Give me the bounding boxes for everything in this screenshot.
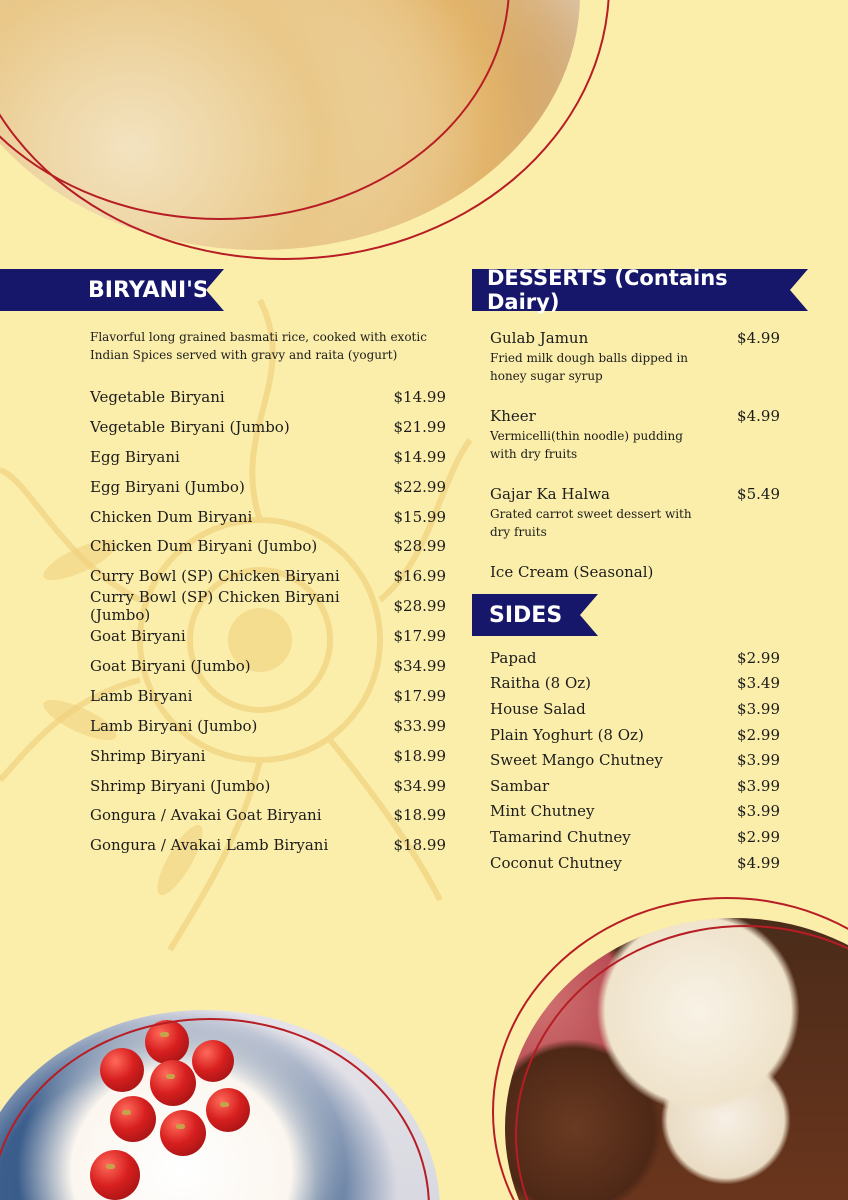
menu-item <box>90 741 446 771</box>
menu-item-price: $34.99 <box>393 656 446 675</box>
menu-item-name: Ice Cream (Seasonal) <box>490 563 654 581</box>
menu-item-price: $5.49 <box>737 485 780 503</box>
menu-item <box>490 696 780 722</box>
menu-item-price: $3.99 <box>737 699 780 718</box>
menu-item-name: Vegetable Biryani <box>90 387 225 406</box>
menu-item-price: $4.99 <box>737 407 780 425</box>
menu-item <box>90 771 446 801</box>
menu-item <box>490 405 780 465</box>
menu-item-price: $18.99 <box>393 836 446 855</box>
menu-item-price: $34.99 <box>393 776 446 795</box>
menu-item-name: Gulab Jamun <box>490 329 589 347</box>
menu-item-price: $2.99 <box>737 648 780 667</box>
menu-item-price: $28.99 <box>393 537 446 556</box>
menu-item-name: Tamarind Chutney <box>490 827 631 846</box>
desserts-section-banner <box>472 266 790 314</box>
menu-item-price: $22.99 <box>393 477 446 496</box>
menu-item <box>490 722 780 748</box>
menu-item <box>90 800 446 830</box>
menu-item-name: Vegetable Biryani (Jumbo) <box>90 417 290 436</box>
menu-item-name: Shrimp Biryani (Jumbo) <box>90 776 271 795</box>
menu-item-name: Sambar <box>490 776 550 795</box>
menu-item <box>490 327 780 387</box>
menu-item-description: Grated carrot sweet dessert with dry fruits <box>490 507 692 539</box>
sides-section-title: SIDES <box>489 602 563 628</box>
menu-item <box>490 561 780 583</box>
menu-item-name: Plain Yoghurt (8 Oz) <box>490 725 644 744</box>
menu-item-price: $14.99 <box>393 447 446 466</box>
biryani-menu-list <box>90 382 446 860</box>
biryani-description: Flavorful long grained basmati rice, cooked with exotic Indian Spices served with gravy and raita (yogurt) <box>90 330 427 362</box>
menu-item-price: $28.99 <box>393 597 446 616</box>
menu-item-price: $14.99 <box>393 387 446 406</box>
desserts-section-title: DESSERTS (Contains Dairy) <box>487 266 728 314</box>
menu-item-name: Gongura / Avakai Lamb Biryani <box>90 836 329 855</box>
menu-item-price: $3.99 <box>737 751 780 770</box>
desserts-menu-list <box>490 327 780 601</box>
menu-item-name: Kheer <box>490 407 536 425</box>
menu-item-price: $17.99 <box>393 686 446 705</box>
menu-item-name: Coconut Chutney <box>490 853 622 872</box>
menu-item-name: Papad <box>490 648 537 667</box>
menu-item-description: Vermicelli(thin noodle) pudding with dry fruits <box>490 429 683 461</box>
menu-item <box>90 711 446 741</box>
menu-item <box>490 645 780 671</box>
menu-item <box>490 773 780 799</box>
menu-item-name: Curry Bowl (SP) Chicken Biryani (Jumbo) <box>90 588 340 625</box>
menu-item-name: Goat Biryani <box>90 627 186 646</box>
menu-item-price: $3.49 <box>737 674 780 693</box>
menu-item <box>90 412 446 442</box>
menu-item-name: Mint Chutney <box>490 802 595 821</box>
menu-item-price: $18.99 <box>393 806 446 825</box>
menu-item <box>90 382 446 412</box>
menu-item-name: Raitha (8 Oz) <box>490 674 591 693</box>
menu-item-price: $21.99 <box>393 417 446 436</box>
menu-item-price: $3.99 <box>737 776 780 795</box>
menu-item-price: $2.99 <box>737 827 780 846</box>
menu-item-price: $17.99 <box>393 627 446 646</box>
menu-item-name: Egg Biryani (Jumbo) <box>90 477 245 496</box>
menu-item-price: $3.99 <box>737 802 780 821</box>
menu-item-price: $4.99 <box>737 853 780 872</box>
menu-item-name: Shrimp Biryani <box>90 746 206 765</box>
menu-item <box>90 442 446 472</box>
menu-item <box>90 588 446 625</box>
menu-item <box>90 502 446 532</box>
menu-item-name: Gajar Ka Halwa <box>490 485 610 503</box>
menu-item-price: $16.99 <box>393 567 446 586</box>
menu-item-name: Lamb Biryani (Jumbo) <box>90 716 258 735</box>
sides-section-banner <box>472 594 580 636</box>
menu-item <box>490 483 780 543</box>
menu-item-price: $33.99 <box>393 716 446 735</box>
menu-item <box>90 561 446 591</box>
menu-item <box>490 799 780 825</box>
menu-item <box>490 671 780 697</box>
menu-item-name: Egg Biryani <box>90 447 180 466</box>
biryani-section-title: BIRYANI'S <box>88 277 209 303</box>
menu-item-name: Sweet Mango Chutney <box>490 751 663 770</box>
menu-item <box>490 747 780 773</box>
menu-item <box>90 621 446 651</box>
menu-item-description: Fried milk dough balls dipped in honey sugar syrup <box>490 351 689 383</box>
sides-menu-list <box>490 645 780 875</box>
menu-item-name: Chicken Dum Biryani (Jumbo) <box>90 537 318 556</box>
menu-item-price: $18.99 <box>393 746 446 765</box>
menu-item-name: House Salad <box>490 699 586 718</box>
menu-item <box>490 850 780 876</box>
menu-item-price: $4.99 <box>737 329 780 347</box>
menu-item-name: Curry Bowl (SP) Chicken Biryani <box>90 567 340 586</box>
biryani-section-banner <box>0 269 209 311</box>
menu-item-price: $15.99 <box>393 507 446 526</box>
menu-item <box>90 531 446 561</box>
menu-item <box>90 681 446 711</box>
menu-item <box>90 472 446 502</box>
menu-item-price: $2.99 <box>737 725 780 744</box>
menu-item-name: Lamb Biryani <box>90 686 193 705</box>
menu-item <box>490 824 780 850</box>
menu-item-name: Chicken Dum Biryani <box>90 507 253 526</box>
menu-item <box>90 830 446 860</box>
menu-item <box>90 651 446 681</box>
menu-item-name: Gongura / Avakai Goat Biryani <box>90 806 322 825</box>
menu-item-name: Goat Biryani (Jumbo) <box>90 656 251 675</box>
